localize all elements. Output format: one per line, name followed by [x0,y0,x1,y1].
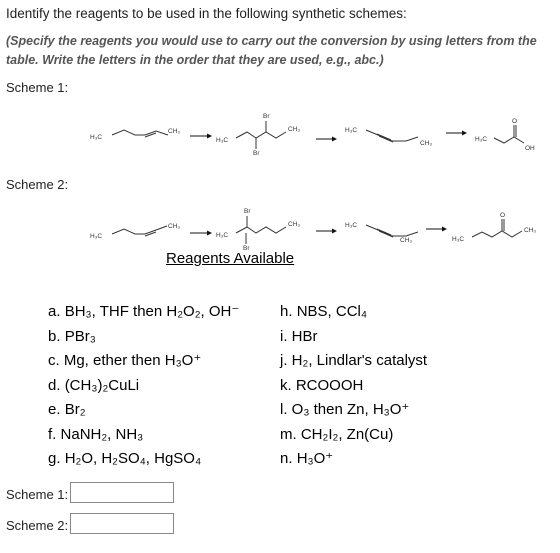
scheme2-alkyne [345,222,418,244]
ch3-label: CH₃ [420,140,433,147]
scheme1-answer-input[interactable] [70,482,174,503]
reaction-arrow-1-3 [446,131,467,136]
br-label: Br [244,208,251,215]
h3c-label: H₃C [90,233,103,240]
br-label: Br [253,150,260,157]
br-label: Br [243,245,250,252]
reagent-j: j. H₂, Lindlar's catalyst [280,352,428,369]
reagents-title: Reagents Available [166,250,295,267]
h3c-label: H₃C [216,137,229,144]
reagent-f: f. NaNH₂, NH₃ [48,425,144,443]
question-text: Identify the reagents to be used in the following synthetic schemes: [6,6,407,21]
reagent-b: b. PBr₃ [48,327,96,345]
reagent-n: n. H₃O⁺ [280,450,334,467]
reagent-d: d. (CH₃)₂CuLi [48,376,140,394]
reagent-e: e. Br₂ [48,401,86,418]
h3c-label: H₃C [216,232,229,239]
ch3-label: CH₃ [524,227,537,234]
ch3-label: CH₃ [168,128,181,135]
reagent-l: l. O₃ then Zn, H₃O⁺ [280,401,410,418]
ch3-label: CH₃ [400,237,413,244]
ch3-label: CH₃ [288,221,301,228]
h3c-label: H₃C [345,127,358,134]
scheme1-alkyne [345,127,432,147]
reagent-c: c. Mg, ether then H₃O⁺ [48,352,202,369]
oh-label: OH [525,145,535,152]
scheme1-start-alkene [90,128,180,141]
reaction-arrow-1-2 [316,137,337,142]
reagent-m: m. CH₂I₂, Zn(Cu) [280,425,394,443]
scheme1-diagram [0,105,560,175]
scheme2-start-alkene [90,223,180,240]
reaction-arrow-2-2 [316,229,337,234]
o-label: O [500,212,506,219]
reagents-left-column [48,300,239,472]
reaction-arrow-2-3 [426,227,447,232]
reagent-g: g. H₂O, H₂SO₄, HgSO₄ [48,450,202,467]
h3c-label: H₃C [452,236,465,243]
ch3-label: CH₃ [168,223,181,230]
h3c-label: H₃C [345,222,358,229]
scheme1-carboxylic-acid [475,118,535,152]
instructions-text: (Specify the reagents you would use to carry out the conversion by using letters from the table. Write the letters in the order that they are used, e.g., abc.) [6,34,537,67]
scheme1-heading: Scheme 1: [6,80,69,95]
reagents-right-column [280,300,427,472]
br-label: Br [263,113,270,120]
scheme1-dibromide [216,113,300,157]
reaction-arrow-1-1 [190,134,212,139]
reagent-k: k. RCOOOH [280,376,364,394]
ch3-label: CH₃ [288,126,301,133]
reagent-i: i. HBr [280,327,318,345]
scheme2-answer-input[interactable] [70,513,174,534]
h3c-label: H₃C [90,134,103,141]
scheme2-dibromide [216,208,300,252]
scheme2-answer-label: Scheme 2: [6,518,69,533]
reagent-a: a. BH₃, THF then H₂O₂, OH⁻ [48,303,240,320]
h3c-label: H₃C [475,136,488,143]
scheme1-answer-label: Scheme 1: [6,487,69,502]
reaction-arrow-2-1 [190,231,212,236]
reagent-h: h. NBS, CCl₄ [280,303,367,320]
scheme2-ketone [452,212,536,243]
o-label: O [512,118,518,125]
scheme2-heading: Scheme 2: [6,177,69,192]
